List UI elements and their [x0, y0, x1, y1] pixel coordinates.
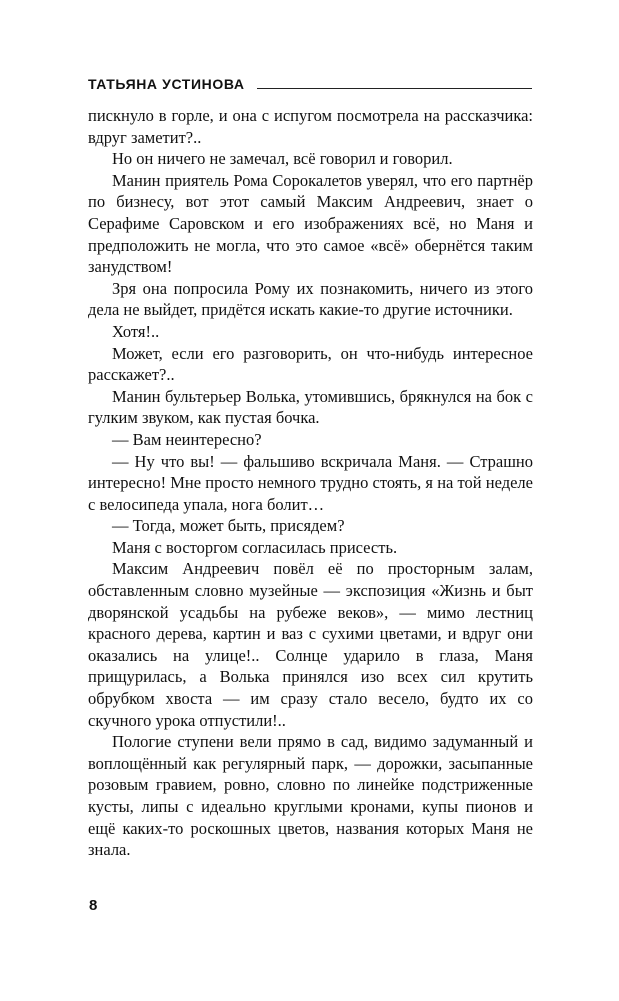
paragraph: Пологие ступени вели прямо в сад, видимо задуманный и воплощённый как регулярный парк, — дорожки, засыпанные розовым гравием, ровно, словно по линейке подстриженные кусты, липы с идеально круглыми кронами, купы пионов и ещё каких-то роскошных цветов, названия которых Маня не знала.: [88, 732, 533, 860]
body-text: [88, 105, 533, 861]
paragraph-dialogue: — Вам неинтересно?: [112, 429, 262, 449]
paragraph: пискнуло в горле, и она с испугом посмотрела на рассказчика: вдруг заметит?..: [88, 106, 533, 147]
paragraph: Зря она попросила Рому их познакомить, ничего из этого дела не выйдет, придётся искать какие-то другие источники.: [88, 278, 533, 320]
paragraph: Маня с восторгом согласилась присесть.: [112, 537, 398, 557]
paragraph: Но он ничего не замечал, всё говорил и говорил.: [112, 149, 453, 169]
running-header: [88, 76, 532, 92]
author-header: ТАТЬЯНА УСТИНОВА: [88, 76, 245, 92]
paragraph-dialogue: — Тогда, может быть, присядем?: [112, 516, 345, 536]
header-rule-line: [257, 88, 532, 89]
paragraph-dialogue: — Ну что вы! — фальшиво вскричала Маня. — Страшно интересно! Мне просто немного трудно стоять, я на той неделе с велосипеда упала, нога болит…: [88, 451, 533, 514]
paragraph: Хотя!..: [112, 321, 160, 341]
paragraph: Может, если его разговорить, он что-нибудь интересное расскажет?..: [88, 343, 533, 385]
paragraph: Манин бультерьер Волька, утомившись, брякнулся на бок с гулким звуком, как пустая бочка.: [88, 386, 533, 428]
paragraph: Максим Андреевич повёл её по просторным залам, обставленным словно музейные — экспозиция «Жизнь и быт дворянской усадьбы на рубеже веков», — мимо лестниц красного дерева, картин и ваз с сухими цветами, и вдруг они оказались на улице!.. Солнце ударило в глаза, Маня прищурилась, а Волька принялся изо всех сил крутить обрубком хвоста — им сразу стало весело, будто их со скучного урока отпустили!..: [88, 559, 533, 730]
page-number: 8: [89, 897, 98, 914]
paragraph: Манин приятель Рома Сорокалетов уверял, что его партнёр по бизнесу, вот этот самый Максим Андреевич, знает о Серафиме Саровском и его изображениях всё, но Маня и предположить не могла, что это самое «всё» обернётся таким занудством!: [88, 170, 533, 277]
